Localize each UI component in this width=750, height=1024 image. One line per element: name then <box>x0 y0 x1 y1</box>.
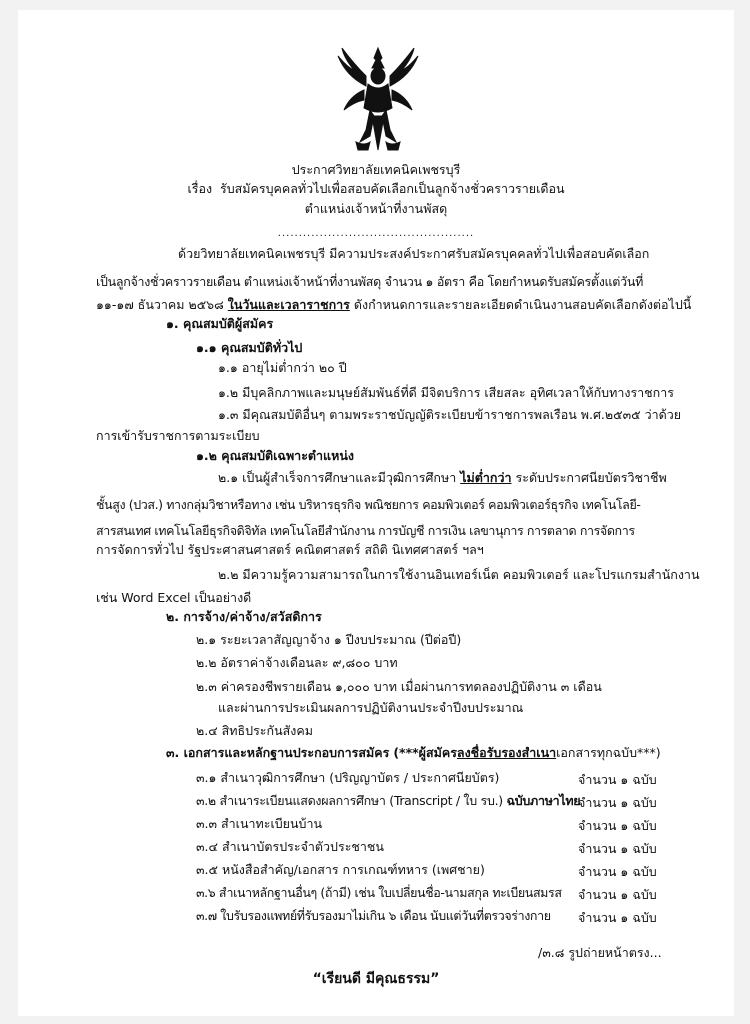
item-2-2b: เช่น Word Excel เป็นอย่างดี <box>96 590 252 605</box>
motto: “เรียนดี มีคุณธรรม” <box>312 971 440 987</box>
item-2-2a: ๒.๒ มีความรู้ความสามารถในการใช้งานอินเทอร์เน็ต คอมพิวเตอร์ และโปรแกรมสำนักงาน <box>218 567 700 582</box>
intro-line-3 <box>96 297 691 313</box>
separator: ............................................... <box>277 228 475 239</box>
item-1-3b: การเข้ารับราชการตามระเบียบ <box>96 428 260 443</box>
doc-item-label: ๓.๖ สำเนาหลักฐานอื่นๆ (ถ้ามี) เช่น ใบเปลี่ยนชื่อ-นามสกุล ทะเบียนสมรส <box>196 885 562 900</box>
intro-office-hours: ในวันและเวลาราชการ <box>227 297 350 312</box>
doc-item-qty: จำนวน ๑ ฉบับ <box>578 795 657 810</box>
item-2-1c: สารสนเทศ เทคโนโลยีธุรกิจดิจิทัล เทคโนโลยีสำนักงาน การบัญชี การเงิน เลขานุการ การตลาด การจัดการ <box>96 523 635 538</box>
item-1-1: ๑.๑ อายุไม่ต่ำกว่า ๒๐ ปี <box>218 360 347 375</box>
section2-item-4: ๒.๔ สิทธิประกันสังคม <box>196 723 313 738</box>
doc-item-label: ๓.๗ ใบรับรองแพทย์ที่รับรองมาไม่เกิน ๖ เดือน นับแต่วันที่ตรวจร่างกาย <box>196 908 551 923</box>
intro-date: ๑๑-๑๗ ธันวาคม ๒๕๖๘ <box>96 297 224 312</box>
item-2-1b: ชั้นสูง (ปวส.) ทางกลุ่มวิชาหรือทาง เช่น บริหารธุรกิจ พณิชยการ คอมพิวเตอร์ คอมพิวเตอร์ธุรกิจ เทคโนโลยี- <box>96 497 641 512</box>
section3-note-post: เอกสารทุกฉบับ***) <box>556 745 661 760</box>
section2-item-2: ๒.๒ อัตราค่าจ้างเดือนละ ๙,๘๐๐ บาท <box>196 655 398 670</box>
section2-item-3b: และผ่านการประเมินผลการปฏิบัติงานประจำปีงบประมาณ <box>218 700 524 715</box>
section2-item-1: ๒.๑ ระยะเวลาสัญญาจ้าง ๑ ปีงบประมาณ (ปีต่อปี) <box>196 632 462 647</box>
org-line: ประกาศวิทยาลัยเทคนิคเพชรบุรี <box>291 162 461 177</box>
document-page <box>18 10 734 1016</box>
doc-item-label: ๓.๕ หนังสือสำคัญ/เอกสาร การเกณฑ์ทหาร (เพศชาย) <box>196 862 485 877</box>
position-line: ตำแหน่งเจ้าหน้าที่งานพัสดุ <box>304 201 448 216</box>
section3-note-pre: (***ผู้สมัคร <box>393 745 457 760</box>
garuda-emblem-icon <box>336 46 420 156</box>
item-2-1a-post: ระดับประกาศนียบัตรวิชาชีพ <box>515 470 667 485</box>
doc-item-qty: จำนวน ๑ ฉบับ <box>578 772 657 787</box>
continue-marker: /๓.๘ รูปถ่ายหน้าตรง... <box>538 945 662 960</box>
item-2-1d: การจัดการทั่วไป รัฐประศาสนศาสตร์ คณิตศาสตร์ สถิติ นิเทศศาสตร์ ฯลฯ <box>96 542 484 557</box>
doc-item-label-text: ๓.๒ สำเนาระเบียนแสดงผลการศึกษา (Transcript / ใบ รบ.) <box>196 793 503 808</box>
doc-item-qty: จำนวน ๑ ฉบับ <box>578 818 657 833</box>
section1-sub1-title: ๑.๑ คุณสมบัติทั่วไป <box>196 340 303 355</box>
subject-text: รับสมัครบุคคลทั่วไปเพื่อสอบคัดเลือกเป็นลูกจ้างชั่วคราวรายเดือน <box>220 181 565 196</box>
intro-line-1: ด้วยวิทยาลัยเทคนิคเพชรบุรี มีความประสงค์ประกาศรับสมัครบุคคลทั่วไปเพื่อสอบคัดเลือก <box>178 246 650 261</box>
doc-item-qty: จำนวน ๑ ฉบับ <box>578 864 657 879</box>
section3-note-underlined: ลงชื่อรับรองสำเนา <box>456 745 557 760</box>
section2-item-3a: ๒.๓ ค่าครองชีพรายเดือน ๑,๐๐๐ บาท เมื่อผ่านการทดลองปฏิบัติงาน ๓ เดือน <box>196 679 602 694</box>
section1-title: ๑. คุณสมบัติผู้สมัคร <box>166 316 274 331</box>
doc-item-label: ๓.๓ สำเนาทะเบียนบ้าน <box>196 816 323 831</box>
doc-item-label: ๓.๔ สำเนาบัตรประจำตัวประชาชน <box>196 839 384 854</box>
subject-line <box>18 181 734 197</box>
doc-item-label: ๓.๑ สำเนาวุฒิการศึกษา (ปริญญาบัตร / ประกาศนียบัตร) <box>196 770 500 785</box>
doc-item-qty: จำนวน ๑ ฉบับ <box>578 887 657 902</box>
section3-header <box>166 745 661 761</box>
item-2-1a-pre: ๒.๑ เป็นผู้สำเร็จการศึกษาและมีวุฒิการศึกษา <box>218 470 457 485</box>
doc-item-label-bold: ฉบับภาษาไทย <box>506 793 581 808</box>
intro-line-2: เป็นลูกจ้างชั่วคราวรายเดือน ตำแหน่งเจ้าหน้าที่งานพัสดุ จำนวน ๑ อัตรา คือ โดยกำหนดรับสมัครตั้งแต่วันที่ <box>96 274 644 289</box>
item-1-2: ๑.๒ มีบุคลิกภาพและมนุษย์สัมพันธ์ที่ดี มีจิตบริการ เสียสละ อุทิศเวลาให้กับทางราชการ <box>218 385 674 400</box>
doc-item-qty: จำนวน ๑ ฉบับ <box>578 910 657 925</box>
section3-title: ๓. เอกสารและหลักฐานประกอบการสมัคร <box>166 745 390 760</box>
section1-sub2-title: ๑.๒ คุณสมบัติเฉพาะตำแหน่ง <box>196 448 354 463</box>
item-2-1a-underlined: ไม่ต่ำกว่า <box>460 470 512 485</box>
doc-item-qty: จำนวน ๑ ฉบับ <box>578 841 657 856</box>
item-2-1a <box>218 470 667 486</box>
subject-label: เรื่อง <box>187 181 213 196</box>
item-1-3a: ๑.๓ มีคุณสมบัติอื่นๆ ตามพระราชบัญญัติระเบียบข้าราชการพลเรือน พ.ศ.๒๕๓๕ ว่าด้วย <box>218 407 682 422</box>
section2-title: ๒. การจ้าง/ค่าจ้าง/สวัสดิการ <box>166 609 322 624</box>
intro-tail: ดังกำหนดการและรายละเอียดดำเนินงานสอบคัดเลือกดังต่อไปนี้ <box>353 297 692 312</box>
doc-item-label <box>196 793 580 809</box>
